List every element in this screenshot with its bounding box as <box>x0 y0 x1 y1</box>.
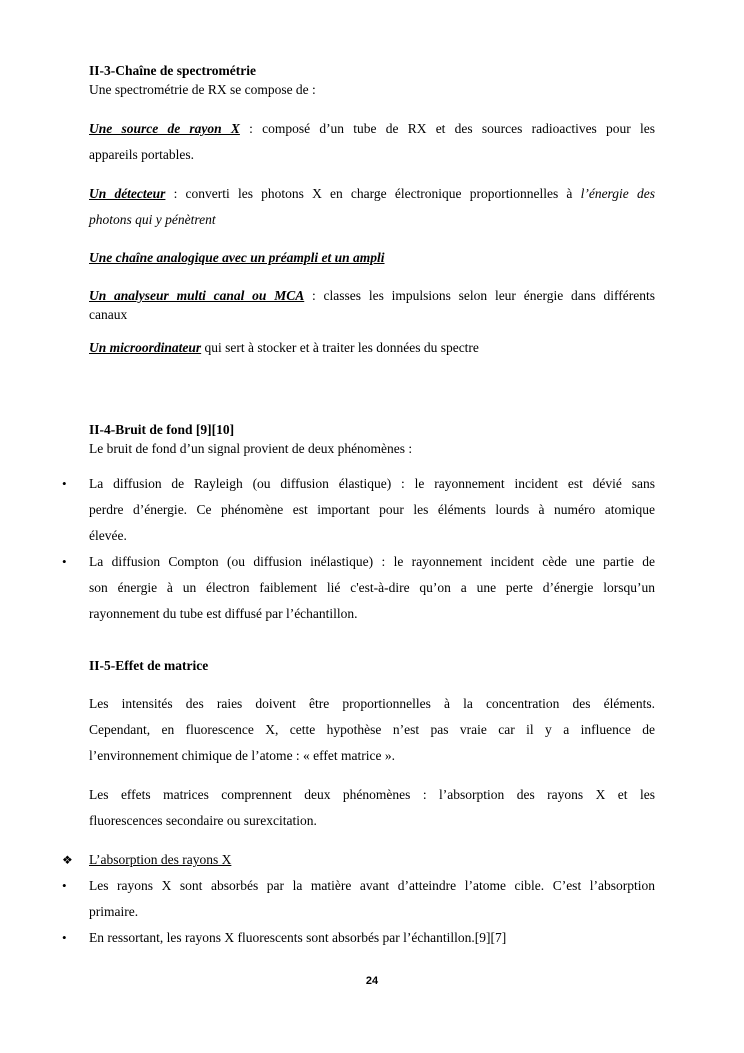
analyser-text: : classes les impulsions selon leur énergie dans différents <box>304 288 655 303</box>
bullet-icon: • <box>62 930 67 945</box>
section-intro: Le bruit de fond d’un signal provient de deux phénomènes : <box>89 441 413 456</box>
detector-line-1 <box>89 186 655 202</box>
matrix-para2-line-2: fluorescences secondaire ou surexcitation. <box>89 813 317 828</box>
term-detector: Un détecteur <box>89 186 166 201</box>
rayleigh-line-1: La diffusion de Rayleigh (ou diffusion élastique) : le rayonnement incident est dévié sans <box>89 476 655 491</box>
term-source: Une source de rayon X <box>89 121 240 136</box>
term-computer: Un microordinateur <box>89 340 202 355</box>
detector-line-2: photons qui y pénètrent <box>89 212 216 227</box>
diamond-bullet-icon: ❖ <box>62 853 73 867</box>
secondary-absorption-line: En ressortant, les rayons X fluorescents sont absorbés par l’échantillon.[9][7] <box>89 930 507 945</box>
section-heading-spectrometry: II-3-Chaîne de spectrométrie <box>89 63 256 78</box>
computer-line <box>89 340 479 356</box>
computer-text: qui sert à stocker et à traiter les données du spectre <box>201 340 479 355</box>
source-line-2: appareils portables. <box>89 147 194 162</box>
compton-line-1: La diffusion Compton (ou diffusion inélastique) : le rayonnement incident cède une partie de <box>89 554 655 569</box>
section-intro: Une spectrométrie de RX se compose de : <box>89 82 316 97</box>
absorption-subheading: L’absorption des rayons X <box>89 852 232 867</box>
detector-text: : converti les photons X en charge électronique proportionnelles à <box>165 186 581 201</box>
rayleigh-line-2: perdre d’énergie. Ce phénomène est important pour les éléments lourds à numéro atomique <box>89 502 655 517</box>
matrix-para2-line-1: Les effets matrices comprennent deux phénomènes : l’absorption des rayons X et les <box>89 787 655 802</box>
bullet-icon: • <box>62 554 67 569</box>
bullet-icon: • <box>62 476 67 491</box>
compton-line-2: son énergie à un électron faiblement lié c'est-à-dire qu’on a une perte d’énergie lorsqu’un <box>89 580 655 595</box>
matrix-para1-line-2: Cependant, en fluorescence X, cette hypothèse n’est pas vraie car il y a influence de <box>89 722 655 737</box>
source-text: : composé d’un tube de RX et des sources radioactives pour les <box>239 121 655 136</box>
primary-absorption-line-1: Les rayons X sont absorbés par la matière avant d’atteindre l’atome cible. C’est l’absorption <box>89 878 655 893</box>
analyser-line-1 <box>89 288 655 304</box>
term-analog-chain: Une chaîne analogique avec un préampli et un ampli <box>89 250 385 265</box>
rayleigh-line-3: élevée. <box>89 528 127 543</box>
analyser-line-2: canaux <box>89 307 128 322</box>
source-line-1 <box>89 121 655 137</box>
section-heading-matrix-effect: II-5-Effet de matrice <box>89 658 209 673</box>
section-heading-background-noise: II-4-Bruit de fond [9][10] <box>89 422 235 437</box>
matrix-para1-line-3: l’environnement chimique de l’atome : « effet matrice ». <box>89 748 396 763</box>
compton-line-3: rayonnement du tube est diffusé par l’échantillon. <box>89 606 358 621</box>
page-number: 24 <box>365 975 379 987</box>
term-analyser: Un analyseur multi canal ou MCA <box>89 288 305 303</box>
bullet-icon: • <box>62 878 67 893</box>
primary-absorption-line-2: primaire. <box>89 904 139 919</box>
matrix-para1-line-1: Les intensités des raies doivent être proportionnelles à la concentration des éléments. <box>89 696 655 711</box>
detector-italic: l’énergie des <box>580 186 655 201</box>
